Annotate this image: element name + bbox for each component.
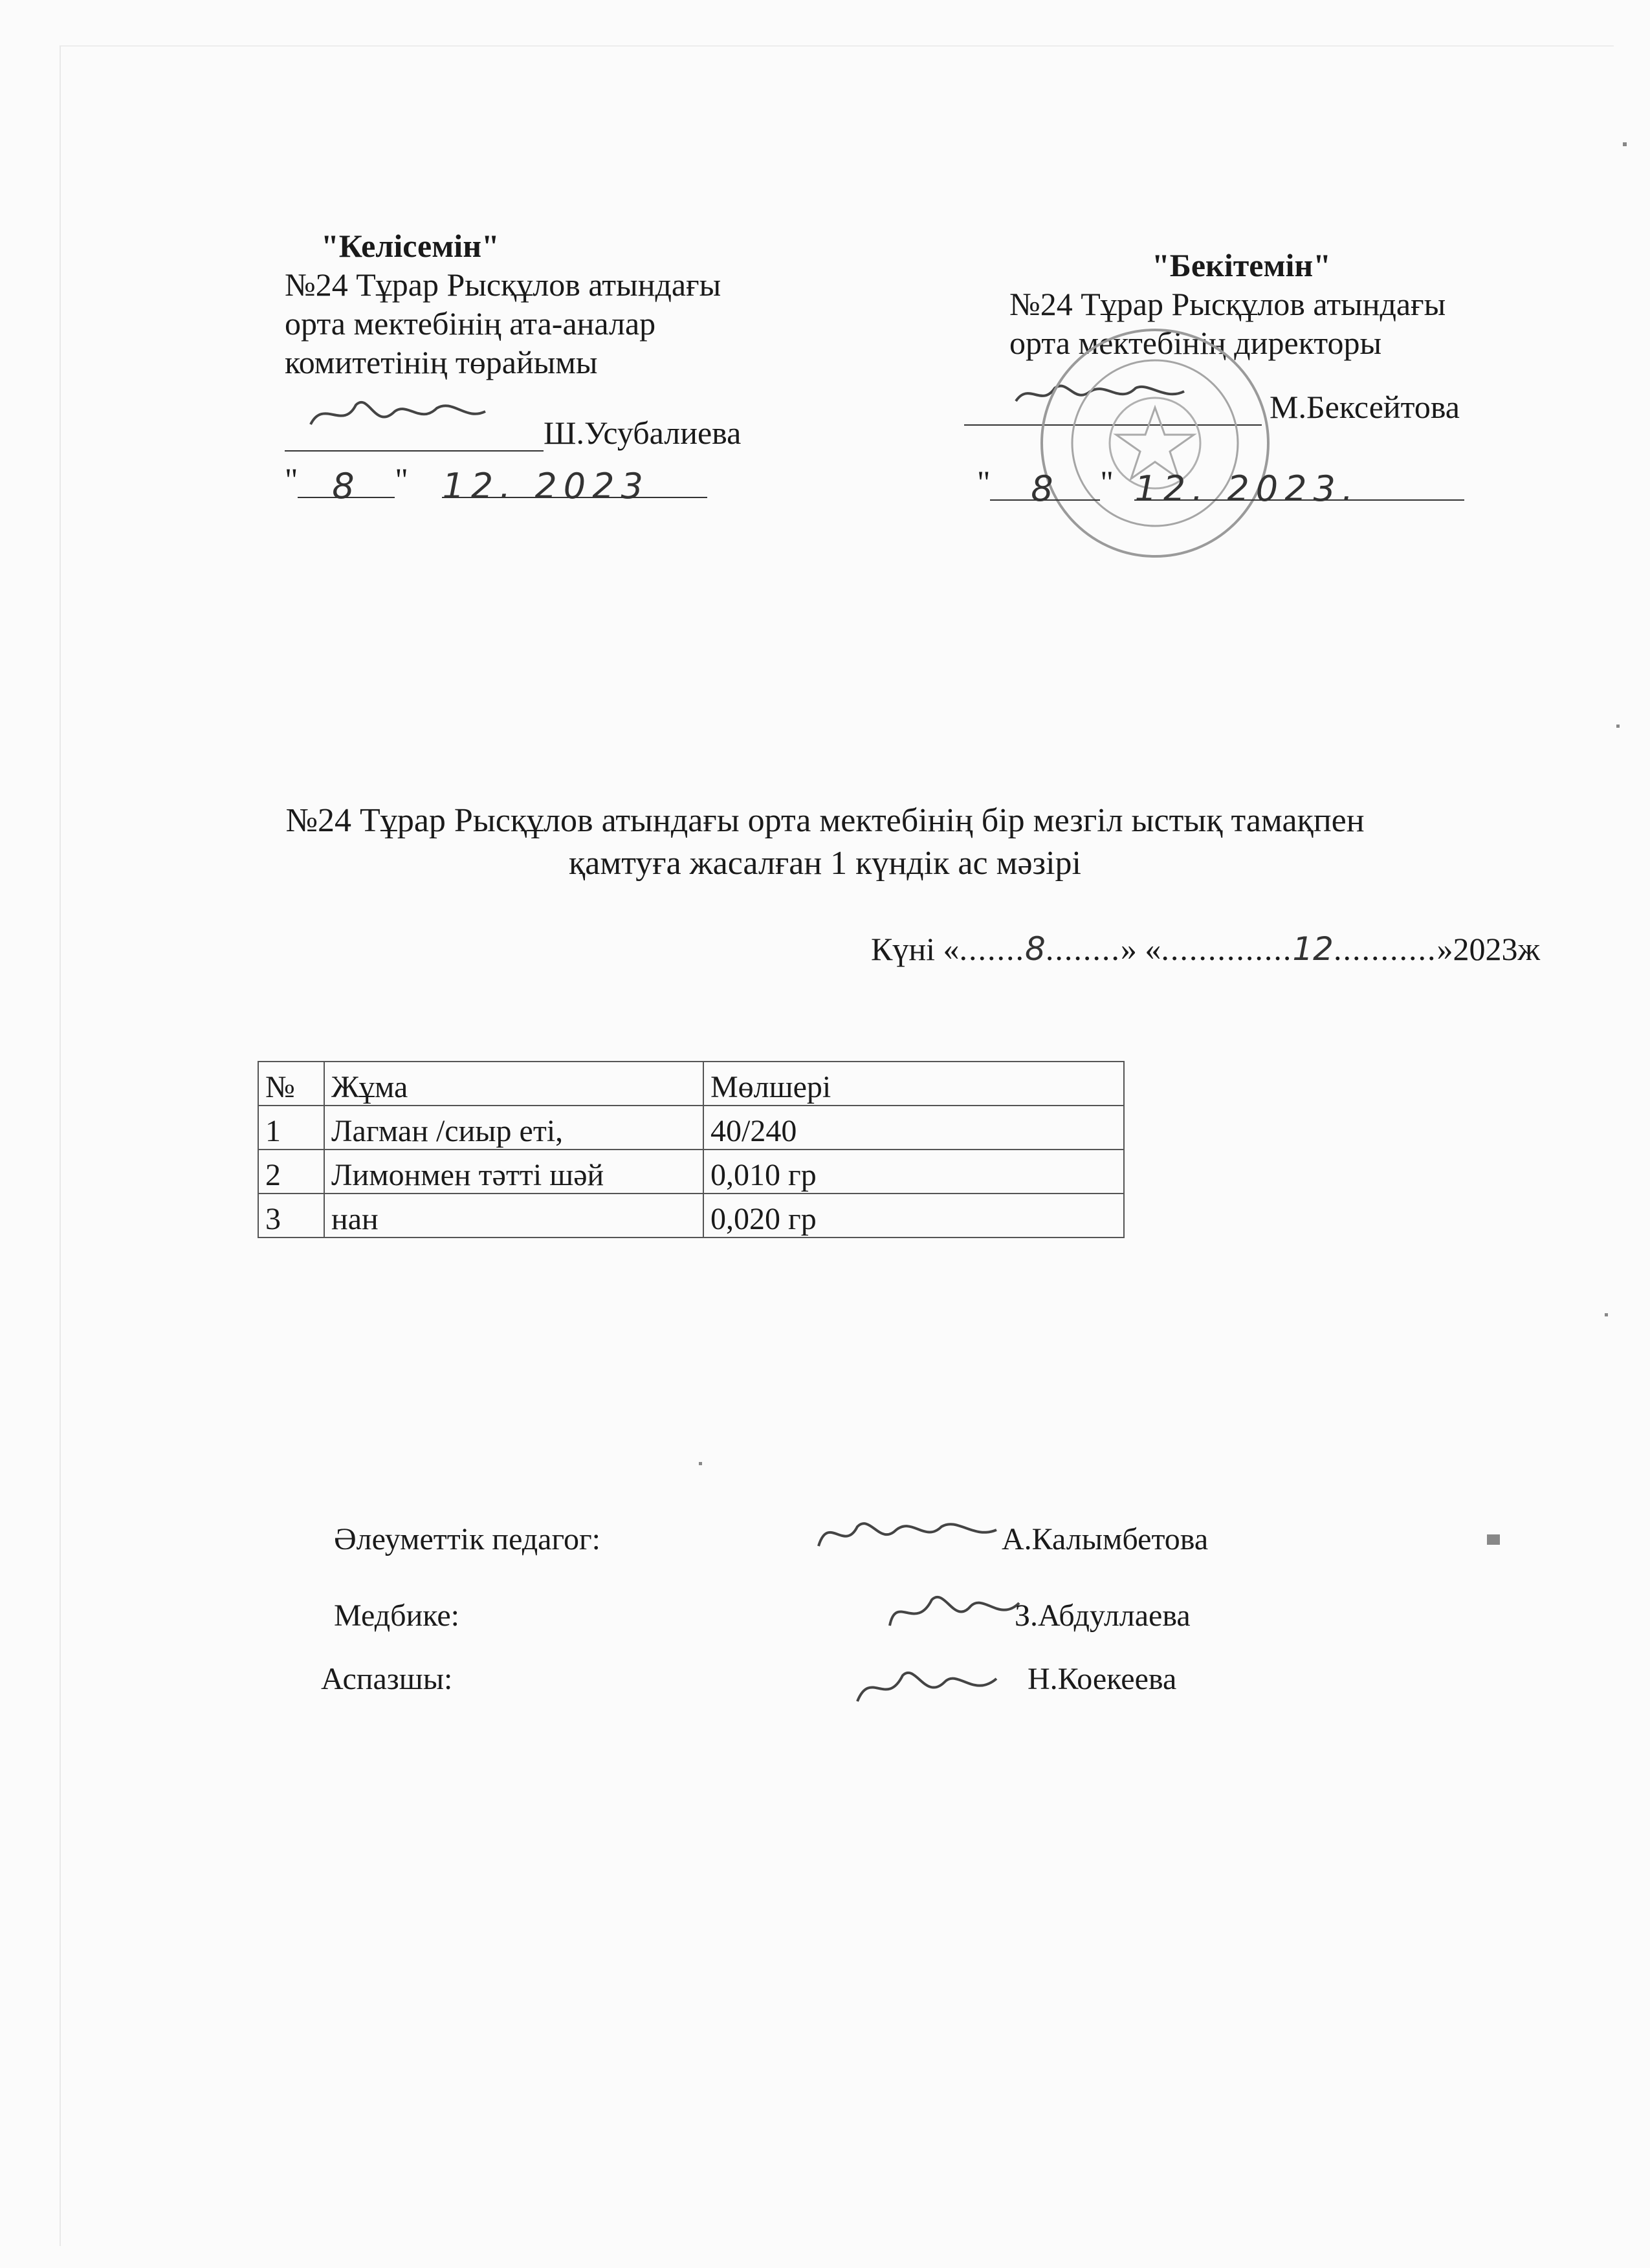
- title-line-1: №24 Тұрар Рысқұлов атындағы орта мектебінің бір мезгіл ыстық тамақпен: [285, 802, 1365, 839]
- table-cell: нан: [324, 1194, 703, 1238]
- table-cell: 3: [258, 1194, 324, 1238]
- date-day: 8: [1025, 930, 1046, 968]
- staff-name: Н.Коекеева: [1028, 1662, 1177, 1696]
- table-cell: Лагман /сиыр еті,: [324, 1106, 703, 1150]
- approval-line: орта мектебінің ата-аналар: [285, 305, 656, 342]
- date-month: 12: [1292, 930, 1334, 968]
- approval-heading-right: "Бекітемін": [1152, 247, 1331, 283]
- date-row-right: " 8 " 12. 2023.: [977, 463, 1464, 501]
- approval-line: орта мектебінің директоры: [1009, 325, 1382, 361]
- signer-name-left: Ш.Усубалиева: [544, 415, 742, 451]
- scan-speck: [699, 1462, 702, 1465]
- official-stamp: [1035, 323, 1275, 563]
- menu-table: [258, 1061, 1125, 1238]
- table-cell: 0,020 гр: [703, 1194, 1124, 1238]
- handwritten-date-right: 12. 2023.: [1134, 468, 1359, 509]
- table-row: [258, 1106, 1124, 1150]
- approval-heading-left: "Келісемін": [321, 228, 500, 264]
- staff-role: Аспазшы:: [321, 1662, 453, 1696]
- table-header-cell: Жұма: [324, 1062, 703, 1106]
- scan-speck: [1487, 1534, 1500, 1545]
- handwritten-signature-left: [298, 386, 518, 444]
- table-cell: 1: [258, 1106, 324, 1150]
- date-separator: » «: [1120, 931, 1161, 967]
- table-cell: 40/240: [703, 1106, 1124, 1150]
- table-cell: Лимонмен тәтті шәй: [324, 1150, 703, 1194]
- approval-line: №24 Тұрар Рысқұлов атындағы: [1009, 286, 1446, 322]
- date-prefix: Күні «: [871, 931, 960, 967]
- table-row: [258, 1194, 1124, 1238]
- approval-block-left: [285, 226, 721, 382]
- handwritten-day-right: 8: [1031, 468, 1060, 509]
- table-cell: 2: [258, 1150, 324, 1194]
- table-header-cell: №: [258, 1062, 324, 1106]
- signer-name-right: М.Бексейтова: [1270, 389, 1460, 425]
- handwritten-date-left: 12. 2023: [442, 466, 650, 507]
- table-header-cell: Мөлшері: [703, 1062, 1124, 1106]
- staff-name: А.Калымбетова: [1002, 1522, 1209, 1556]
- table-header-row: [258, 1062, 1124, 1106]
- handwritten-signature-staff: [880, 1577, 1035, 1642]
- staff-role: Медбике:: [334, 1598, 460, 1633]
- handwritten-signature-staff: [848, 1650, 1016, 1721]
- approval-line: комитетінің төрайымы: [285, 344, 598, 380]
- table-cell: 0,010 гр: [703, 1150, 1124, 1194]
- table-row: [258, 1150, 1124, 1194]
- title-line-2: қамтуға жасалған 1 күндік ас мәзірі: [569, 845, 1081, 882]
- document-title: [0, 800, 1650, 885]
- date-row-left: " 8 " 12. 2023: [285, 461, 707, 498]
- approval-line: №24 Тұрар Рысқұлов атындағы: [285, 267, 721, 303]
- menu-date: Күні «.......8........» «..............12...........»2023ж: [871, 930, 1540, 968]
- scan-speck: [1623, 142, 1627, 146]
- handwritten-day-left: 8: [332, 466, 361, 507]
- staff-name: З.Абдуллаева: [1015, 1598, 1191, 1633]
- scan-speck: [1616, 725, 1620, 728]
- scan-speck: [1605, 1313, 1608, 1316]
- staff-role: Әлеуметтік педагог:: [334, 1522, 600, 1556]
- handwritten-signature-staff: [809, 1501, 1016, 1565]
- date-suffix: »2023ж: [1436, 931, 1540, 967]
